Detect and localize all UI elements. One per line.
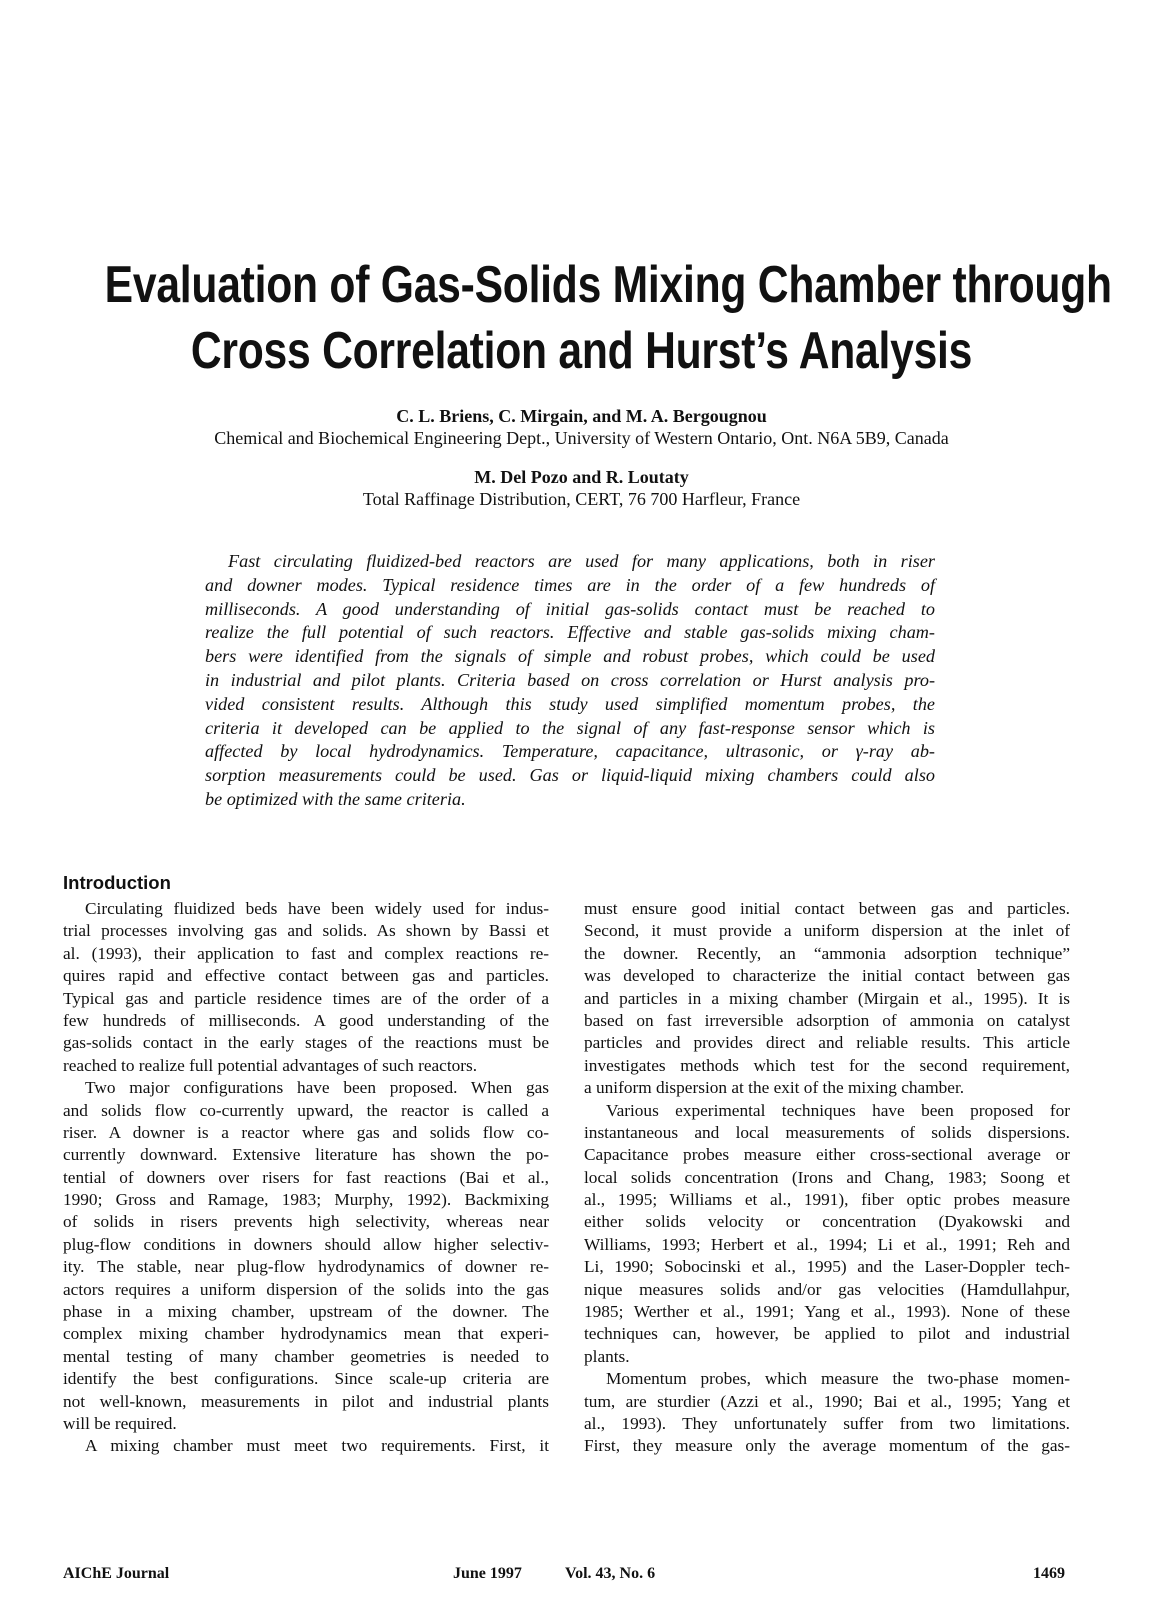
body-column-left	[63, 898, 549, 1458]
text-line: was developed to characterize the initial contact between gas	[584, 966, 1070, 986]
text-line: a uniform dispersion at the exit of the mixing chamber.	[584, 1078, 965, 1098]
text-line: instantaneous and local measurements of solids dispersions.	[584, 1122, 1070, 1142]
abstract-line: in industrial and pilot plants. Criteria based on cross correlation or Hurst analysis pro-	[205, 669, 935, 690]
text-line: Li, 1990; Sobocinski et al., 1995) and the Laser-Doppler tech-	[584, 1257, 1070, 1277]
text-line: 1990; Gross and Ramage, 1983; Murphy, 1992). Backmixing	[63, 1190, 549, 1210]
text-line: Williams, 1993; Herbert et al., 1994; Li et al., 1991; Reh and	[584, 1234, 1070, 1254]
text-line: will be required.	[63, 1413, 177, 1433]
text-line: based on fast irreversible adsorption of ammonia on catalyst	[584, 1010, 1070, 1030]
text-line: Typical gas and particle residence times are of the order of a	[63, 988, 549, 1008]
abstract-line: be optimized with the same criteria.	[205, 788, 466, 809]
abstract-line: affected by local hydrodynamics. Temperature, capacitance, ultrasonic, or γ-ray ab-	[205, 741, 935, 762]
author-affiliation: Chemical and Biochemical Engineering Dept., University of Western Ontario, Ont. N6A 5B9, Canada	[214, 428, 949, 448]
text-line: Two major configurations have been proposed. When gas	[85, 1078, 549, 1098]
text-line: tential of downers over risers for fast reactions (Bai et al.,	[63, 1167, 549, 1187]
paragraph	[584, 1100, 1070, 1369]
text-line: plug-flow conditions in downers should allow higher selectiv-	[63, 1234, 549, 1254]
text-line: nique measures solids and/or gas velocities (Hamdullahpur,	[584, 1279, 1070, 1299]
text-line: investigates methods which test for the second requirement,	[584, 1055, 1070, 1075]
text-line: particles and provides direct and reliable results. This article	[584, 1033, 1070, 1053]
text-line: the downer. Recently, an “ammonia adsorption technique”	[584, 943, 1070, 963]
text-line: either solids velocity or concentration (Dyakowski and	[584, 1212, 1070, 1232]
author-block	[0, 466, 1163, 510]
paper-title	[0, 252, 1163, 384]
text-line: mental testing of many chamber geometries is needed to	[63, 1346, 549, 1366]
text-line: plants.	[584, 1346, 630, 1366]
text-line: quires rapid and effective contact between gas and particles.	[63, 966, 549, 986]
paragraph	[63, 1077, 549, 1435]
abstract-line: milliseconds. A good understanding of initial gas-solids contact must be reached to	[205, 598, 935, 619]
text-line: actors requires a uniform dispersion of the solids into the gas	[63, 1279, 549, 1299]
author-block	[0, 405, 1163, 449]
abstract-line: sorption measurements could be used. Gas or liquid-liquid mixing chambers could also	[205, 765, 935, 786]
text-line: phase in a mixing chamber, upstream of the downer. The	[63, 1302, 549, 1322]
body-column-right	[584, 898, 1070, 1458]
paragraph	[63, 898, 549, 1077]
text-line: must ensure good initial contact between gas and particles.	[584, 899, 1070, 918]
title-line: Evaluation of Gas-Solids Mixing Chamber through	[104, 256, 1112, 314]
footer-page-number: 1469	[1033, 1565, 1065, 1582]
footer-date: June 1997	[453, 1565, 522, 1582]
paragraph	[584, 898, 1070, 1100]
abstract-line: and downer modes. Typical residence times are in the order of a few hundreds of	[205, 574, 935, 595]
abstract-line: vided consistent results. Although this study used simplified momentum probes, the	[205, 693, 935, 714]
author-names: C. L. Briens, C. Mirgain, and M. A. Bergougnou	[396, 406, 767, 426]
paragraph	[63, 1435, 549, 1457]
text-line: 1985; Werther et al., 1991; Yang et al., 1993). None of these	[584, 1302, 1070, 1322]
abstract-line: bers were identified from the signals of simple and robust probes, which could be used	[205, 646, 935, 667]
abstract-line: realize the full potential of such reactors. Effective and stable gas-solids mixing cham-	[205, 622, 935, 643]
text-line: of solids in risers prevents high selectivity, whereas near	[63, 1212, 549, 1232]
text-line: First, they measure only the average momentum of the gas-	[584, 1436, 1070, 1456]
text-line: Circulating fluidized beds have been widely used for indus-	[85, 899, 549, 918]
author-affiliation: Total Raffinage Distribution, CERT, 76 700 Harfleur, France	[362, 489, 801, 509]
abstract-line: criteria it developed can be applied to the signal of any fast-response sensor which is	[205, 717, 935, 738]
text-line: trial processes involving gas and solids. As shown by Bassi et	[63, 921, 549, 941]
text-line: ity. The stable, near plug-flow hydrodynamics of downer re-	[63, 1257, 549, 1277]
text-line: techniques can, however, be applied to pilot and industrial	[584, 1324, 1070, 1344]
abstract	[205, 550, 935, 812]
text-line: currently downward. Extensive literature has shown the po-	[63, 1145, 549, 1165]
footer-journal: AIChE Journal	[63, 1565, 170, 1582]
abstract-line: Fast circulating fluidized-bed reactors are used for many applications, both in riser	[228, 551, 935, 571]
text-line: not well-known, measurements in pilot and industrial plants	[63, 1391, 549, 1411]
text-line: identify the best configurations. Since scale-up criteria are	[63, 1369, 549, 1389]
text-line: complex mixing chamber hydrodynamics mean that experi-	[63, 1324, 549, 1344]
text-line: gas-solids contact in the early stages of the reactions must be	[63, 1033, 549, 1053]
section-heading-introduction: Introduction	[63, 872, 171, 893]
text-line: Momentum probes, which measure the two-phase momen-	[606, 1369, 1070, 1389]
text-line: A mixing chamber must meet two requirements. First, it	[85, 1436, 549, 1456]
text-line: al., 1995; Williams et al., 1991), fiber optic probes measure	[584, 1190, 1070, 1210]
text-line: and particles in a mixing chamber (Mirgain et al., 1995). It is	[584, 988, 1070, 1008]
text-line: riser. A downer is a reactor where gas and solids flow co-	[63, 1122, 549, 1142]
text-line: and solids flow co-currently upward, the reactor is called a	[63, 1100, 549, 1120]
paragraph	[584, 1368, 1070, 1458]
text-line: few hundreds of milliseconds. A good understanding of the	[63, 1010, 549, 1030]
title-line: Cross Correlation and Hurst’s Analysis	[190, 322, 973, 380]
text-line: al., 1993). They unfortunately suffer from two limitations.	[584, 1413, 1070, 1433]
text-line: al. (1993), their application to fast and complex reactions re-	[63, 943, 549, 963]
footer-volume: Vol. 43, No. 6	[565, 1565, 656, 1582]
text-line: Second, it must provide a uniform dispersion at the inlet of	[584, 921, 1070, 941]
author-names: M. Del Pozo and R. Loutaty	[474, 467, 689, 487]
text-line: Capacitance probes measure either cross-sectional average or	[584, 1145, 1070, 1165]
text-line: local solids concentration (Irons and Chang, 1983; Soong et	[584, 1167, 1070, 1187]
text-line: reached to realize full potential advantages of such reactors.	[63, 1055, 478, 1075]
text-line: Various experimental techniques have been proposed for	[606, 1100, 1070, 1120]
text-line: tum, are sturdier (Azzi et al., 1990; Bai et al., 1995; Yang et	[584, 1391, 1070, 1411]
